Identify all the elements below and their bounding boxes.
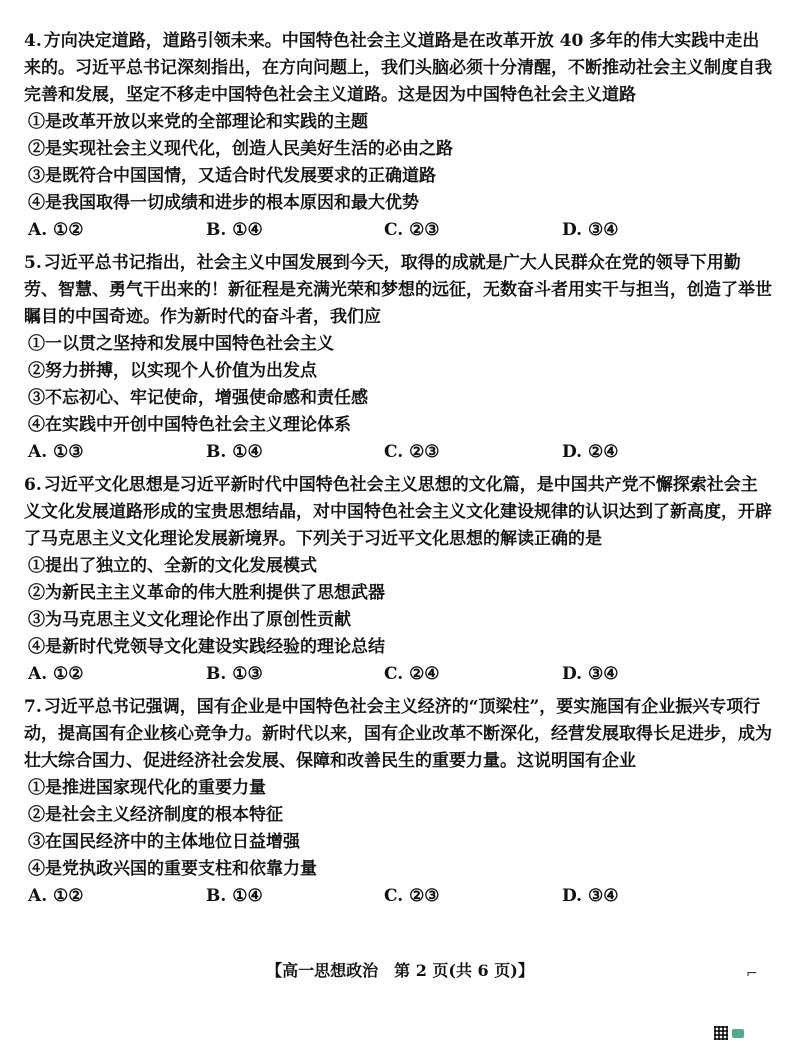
statement-option: ③是既符合中国国情，又适合时代发展要求的正确道路 (28, 166, 436, 186)
question-6 (24, 472, 774, 688)
answer-choice: A. ①② (28, 220, 84, 240)
statement-option: ①提出了独立的、全新的文化发展模式 (28, 556, 317, 576)
answer-choice: D. ③④ (562, 664, 619, 684)
statement-option: ④是新时代党领导文化建设实践经验的理论总结 (28, 637, 385, 657)
answer-choices (28, 883, 774, 910)
statement-option: ③在国民经济中的主体地位日益增强 (28, 832, 300, 852)
question-text: 习近平文化思想是习近平新时代中国特色社会主义思想的文化篇，是中国共产党不懈探索社会主义文化发展道路形成的宝贵思想结晶，对中国特色社会主义文化建设规律的认识达到了新高度，开辟了马克思主义文化理论发展新境界。下列关于习近平文化思想的解读正确的是 (24, 475, 772, 549)
statement-option: ②努力拼搏，以实现个人价值为出发点 (28, 361, 317, 381)
statement-option: ①是推进国家现代化的重要力量 (28, 778, 266, 798)
question-5 (24, 250, 774, 466)
answer-choice: D. ③④ (562, 220, 619, 240)
watermark-logo-icon (732, 1029, 744, 1038)
question-number: 4. (24, 31, 42, 51)
page-footer: 【高一思想政治 第 2 页(共 6 页)】 (266, 961, 534, 980)
statement-option: ①是改革开放以来党的全部理论和实践的主题 (28, 112, 368, 132)
question-text: 习近平总书记强调，国有企业是中国特色社会主义经济的“顶梁柱”，要实施国有企业振兴专项行动，提高国有企业核心竞争力。新时代以来，国有企业改革不断深化，经营发展取得长足进步，成为壮大综合国力、促进经济社会发展、保障和改善民生的重要力量。这说明国有企业 (24, 697, 772, 771)
answer-choices (28, 439, 774, 466)
question-stem (24, 28, 774, 109)
question-7 (24, 694, 774, 910)
answer-choice: C. ②③ (384, 220, 440, 240)
statement-option: ④是我国取得一切成绩和进步的根本原因和最大优势 (28, 193, 419, 213)
question-stem (24, 250, 774, 331)
question-text: 方向决定道路，道路引领未来。中国特色社会主义道路是在改革开放 40 多年的伟大实践中走出来的。习近平总书记深刻指出，在方向问题上，我们头脑必须十分清醒，不断推动社会主义制度自我完善和发展，坚定不移走中国特色社会主义道路。这是因为中国特色社会主义道路 (24, 31, 772, 105)
statement-option: ③为马克思主义文化理论作出了原创性贡献 (28, 610, 351, 630)
question-number: 6. (24, 475, 42, 495)
statement-option: ②是社会主义经济制度的根本特征 (28, 805, 283, 825)
statement-option: ②为新民主主义革命的伟大胜利提供了思想武器 (28, 583, 385, 603)
watermark (714, 1026, 747, 1040)
answer-choice: B. ①④ (206, 886, 263, 906)
question-number: 7. (24, 697, 42, 717)
question-text: 习近平总书记指出，社会主义中国发展到今天，取得的成就是广大人民群众在党的领导下用勤劳、智慧、勇气干出来的！新征程是充满光荣和梦想的远征，无数奋斗者用实干与担当，创造了举世瞩目的中国奇迹。作为新时代的奋斗者，我们应 (24, 253, 772, 327)
question-list (24, 28, 774, 916)
question-4 (24, 28, 774, 244)
statement-option: ②是实现社会主义现代化，创造人民美好生活的必由之路 (28, 139, 453, 159)
answer-choice: A. ①③ (28, 442, 84, 462)
answer-choices (28, 661, 774, 688)
answer-choice: B. ①④ (206, 442, 263, 462)
qr-code-icon (714, 1026, 728, 1040)
answer-choice: C. ②④ (384, 664, 440, 684)
statement-option: ④在实践中开创中国特色社会主义理论体系 (28, 415, 351, 435)
answer-choice: A. ①② (28, 664, 84, 684)
answer-choice: D. ②④ (562, 442, 619, 462)
statement-option: ①一以贯之坚持和发展中国特色社会主义 (28, 334, 334, 354)
statement-option: ③不忘初心、牢记使命，增强使命感和责任感 (28, 388, 368, 408)
answer-choice: C. ②③ (384, 442, 440, 462)
question-number: 5. (24, 253, 42, 273)
answer-choice: D. ③④ (562, 886, 619, 906)
answer-choice: A. ①② (28, 886, 84, 906)
statement-option: ④是党执政兴国的重要支柱和依靠力量 (28, 859, 317, 879)
answer-choice: B. ①③ (206, 664, 263, 684)
question-stem (24, 694, 774, 775)
corner-mark: ⌐ (746, 966, 758, 982)
answer-choice: C. ②③ (384, 886, 440, 906)
answer-choice: B. ①④ (206, 220, 263, 240)
question-stem (24, 472, 774, 553)
answer-choices (28, 217, 774, 244)
